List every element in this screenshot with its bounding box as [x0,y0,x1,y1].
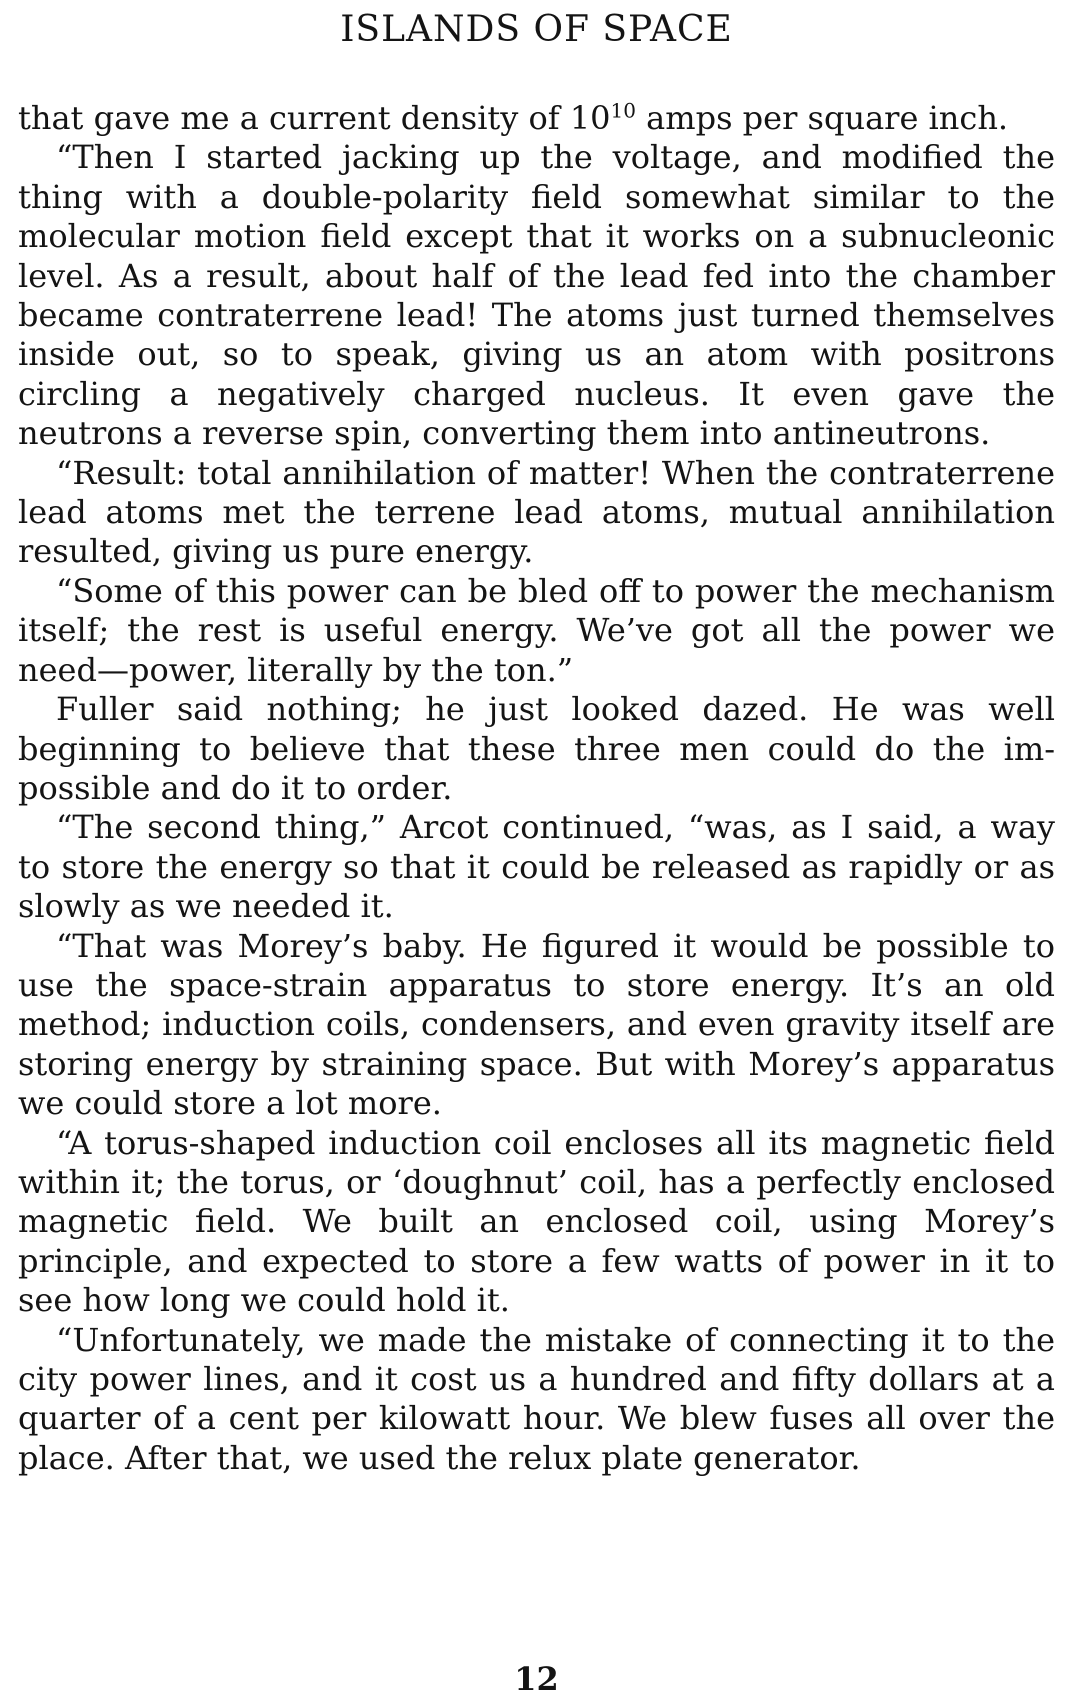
paragraph-1-text-after: amps per square inch. [635,99,1009,137]
paragraph-2: “Then I started jacking up the voltage, and modified the thing with a double-polarity field somewhat similar to the molecular motion field except that it works on a subnucleonic level. As a result, about half of the lead fed into the chamber became contraterrene lead! The atoms just turned themselves inside out, so to speak, giving us an atom with positrons circling a negatively charged nucleus. It even gave the neutrons a reverse spin, converting them into antineutrons. [18,138,1055,453]
paragraph-1-text-before: that gave me a current density of [18,99,570,137]
paragraph-8: “A torus-shaped induction coil encloses all its magnetic field within it; the torus, or ‘doughnut’ coil, has a perfectly enclosed magnetic field. We built an enclosed coil, using Morey’s principle, and expected to store a few watts of power in it to see how long we could hold it. [18,1123,1055,1320]
paragraph-4: “Some of this power can be bled off to power the mechanism itself; the rest is useful energy. We’ve got all the power we need—power, literally by the ton.” [18,571,1055,689]
exponent-superscript: 10 [610,98,636,123]
paragraph-3: “Result: total annihilation of matter! When the contraterrene lead atoms met the terrene lead atoms, mutual annihilation resulted, giving us pure energy. [18,453,1055,571]
paragraph-7: “That was Morey’s baby. He figured it would be possible to use the space-strain apparatus to store energy. It’s an old method; induction coils, condensers, and even gravity itself are storing energy by straining space. But with Morey’s apparatus we could store a lot more. [18,926,1055,1123]
body-text [18,99,1055,1478]
running-head: ISLANDS OF SPACE [340,9,733,50]
page-number: 12 [514,1660,559,1698]
exponent-base: 10 [569,99,611,137]
paragraph-6: “The second thing,” Arcot continued, “was, as I said, a way to store the energy so that it could be released as rapidly or as slowly as we needed it. [18,808,1055,926]
paragraph-5: Fuller said nothing; he just looked dazed. He was well beginning to believe that these three men could do the impossible and do it to order. [18,690,1055,807]
paragraph-9: “Unfortunately, we made the mistake of connecting it to the city power lines, and it cost us a hundred and fifty dollars at a quarter of a cent per kilowatt hour. We blew fuses all over the place. After that, we used the relux plate generator. [18,1320,1055,1477]
book-page [18,0,1055,1702]
paragraph-1 [18,99,1055,138]
